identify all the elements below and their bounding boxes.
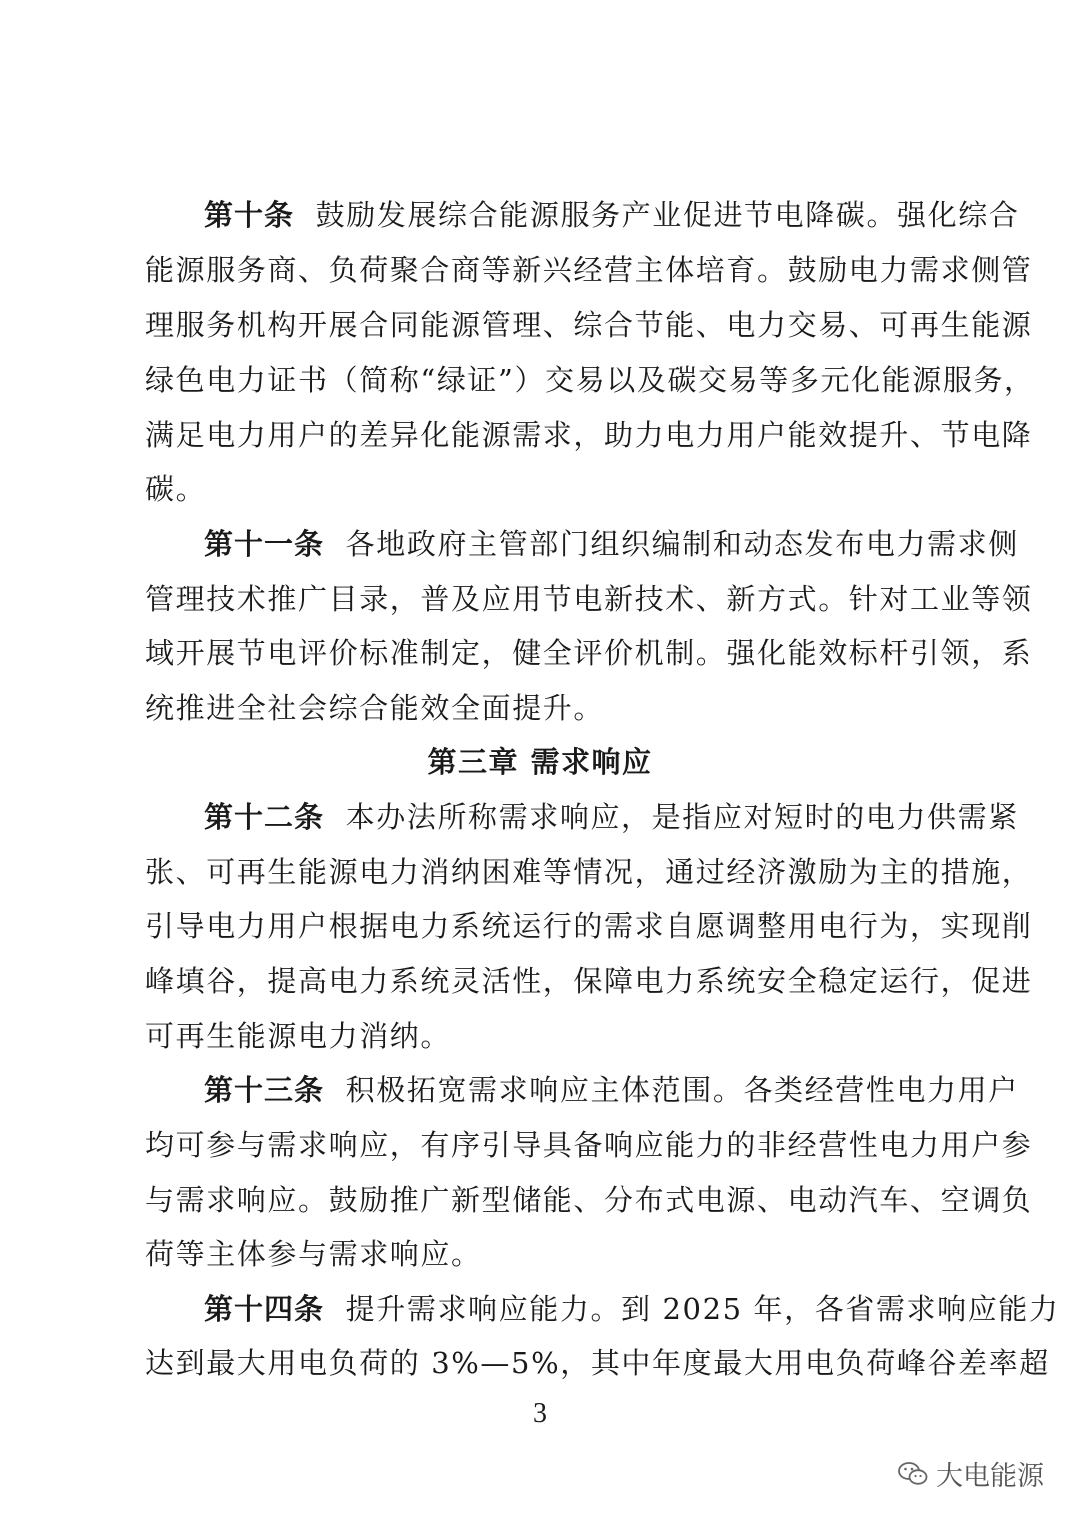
article-10-line-6: 碳。 [145,472,207,506]
article-12-line-3: 引导电力用户根据电力系统运行的需求自愿调整用电行为，实现削 [145,909,1033,943]
article-label: 第十四条 [204,1292,325,1326]
chapter-heading: 第三章 需求响应 [427,745,653,779]
article-10-line-2: 能源服务商、负荷聚合商等新兴经营主体培育。鼓励电力需求侧管 [145,253,1033,287]
article-label: 第十条 [204,198,295,232]
article-11-line-3: 域开展节电评价标准制定，健全评价机制。强化能效标杆引领，系 [145,636,1033,670]
article-label: 第十三条 [204,1073,325,1107]
article-11-line-2: 管理技术推广目录，普及应用节电新技术、新方式。针对工业等领 [145,582,1033,616]
article-13-line-1: 第十三条 积极拓宽需求响应主体范围。各类经营性电力用户 [204,1073,1019,1107]
article-11-line-4: 统推进全社会综合能效全面提升。 [145,691,605,725]
article-10-line-1: 第十条 鼓励发展综合能源服务产业促进节电降碳。强化综合 [204,198,1020,232]
watermark [898,1454,1044,1493]
article-13-line-2: 均可参与需求响应，有序引导具备响应能力的非经营性电力用户参 [145,1128,1033,1162]
wechat-icon [898,1461,928,1487]
page-number: 3 [533,1398,547,1429]
article-11-line-1: 第十一条 各地政府主管部门组织编制和动态发布电力需求侧 [204,527,1019,561]
article-12-line-5: 可再生能源电力消纳。 [145,1019,452,1053]
article-label: 第十一条 [204,527,325,561]
article-14-line-1: 第十四条 提升需求响应能力。到 2025 年，各省需求响应能力 [204,1292,1060,1326]
article-13-line-3: 与需求响应。鼓励推广新型储能、分布式电源、电动汽车、空调负 [145,1183,1033,1217]
article-13-line-4: 荷等主体参与需求响应。 [145,1237,482,1271]
article-12-line-1: 第十二条 本办法所称需求响应，是指应对短时的电力供需紧 [204,800,1019,834]
article-12-line-2: 张、可再生能源电力消纳困难等情况，通过经济激励为主的措施， [145,855,1033,889]
article-14-line-2: 达到最大用电负荷的 3%—5%，其中年度最大用电负荷峰谷差率超 [145,1346,1050,1380]
article-10-line-4: 绿色电力证书（简称“绿证”）交易以及碳交易等多元化能源服务， [145,363,1035,397]
article-10-line-3: 理服务机构开展合同能源管理、综合节能、电力交易、可再生能源 [145,308,1033,342]
article-label: 第十二条 [204,800,325,834]
watermark-text: 大电能源 [936,1461,1044,1492]
article-12-line-4: 峰填谷，提高电力系统灵活性，保障电力系统安全稳定运行，促进 [145,964,1033,998]
article-10-line-5: 满足电力用户的差异化能源需求，助力电力用户能效提升、节电降 [145,418,1033,452]
